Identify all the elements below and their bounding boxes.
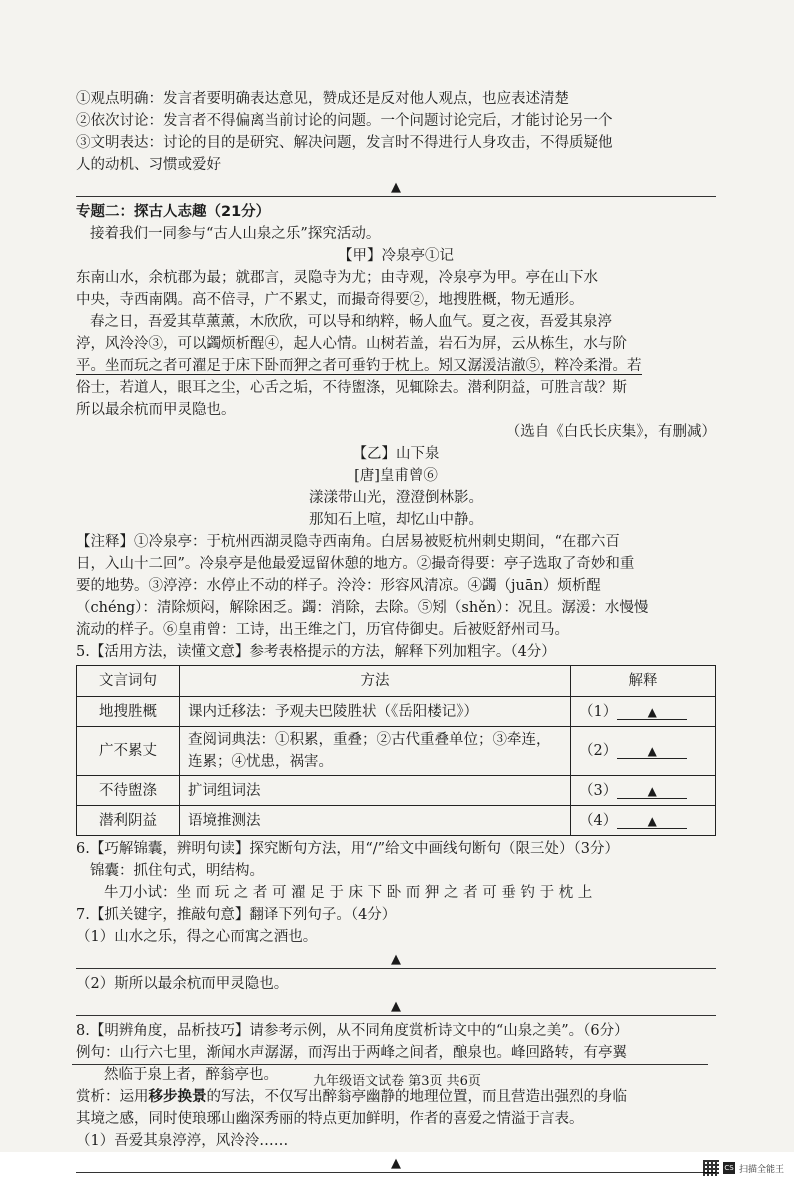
table-header-row	[77, 666, 716, 697]
watermark-text: 扫描全能王	[738, 1164, 784, 1175]
jia-title: 【甲】冷泉亭①记	[338, 248, 454, 264]
rule-3: ③文明表达：讨论的目的是研究、解决问题，发言时不得进行人身攻击，不得质疑他	[76, 135, 613, 151]
q8-analysis: 赏析：运用移步换景的写法，不仅写出醉翁亭幽静的地理位置，而且营造出强烈的身临	[76, 1088, 627, 1105]
poem-line: 那知石上喧，却忆山中静。	[309, 512, 483, 528]
jia-line: 俗士，若道人，眼耳之尘，心舌之垢，不待盥涤，见辄除去。潜利阴益，可胜言哉？斯	[76, 380, 627, 396]
emphasis-text: 移步换景	[148, 1088, 207, 1105]
answer-line-rules[interactable]	[76, 176, 716, 197]
note-line: 流动的样子。⑥皇甫曾：工诗，出王维之门，历官侍御史。后被贬舒州司马。	[76, 622, 569, 638]
note-line: （chéng）：清除烦闷，解除困乏。蠲：消除，去除。⑤矧（shěn）：况且。潺湲：水慢慢	[76, 600, 649, 616]
table-row	[77, 806, 716, 836]
row-method: 课内迁移法：予观夫巴陵胜状（《岳阳楼记》）	[180, 697, 571, 727]
q7-stem: 7.【抓关键字，推敲句意】翻译下列句子。（4分）	[76, 907, 397, 923]
yi-author: [唐]皇甫曾⑥	[354, 468, 438, 484]
q6-stem: 6.【巧解锦囊，辨明句读】探究断句方法，用“/”给文中画线句断句（限三处）（3分）	[76, 841, 620, 857]
row-method: 扩词组词法	[180, 776, 571, 806]
answer-cell[interactable]: （2） ▲	[571, 727, 716, 776]
triangle-icon: ▲	[617, 744, 687, 759]
header-answer: 解释	[571, 666, 716, 697]
yi-title: 【乙】山下泉	[352, 446, 440, 462]
header-word: 文言词句	[77, 666, 180, 697]
answer-cell[interactable]: （4） ▲	[571, 806, 716, 836]
q6-trial: 牛刀小试：坐 而 玩 之 者 可 濯 足 于 床 下 卧 而 狎 之 者 可 垂 钓 于 枕 上	[104, 885, 593, 901]
poem-line: 漾漾带山光，澄澄倒林影。	[309, 490, 483, 506]
note-line: 【注释】①冷泉亭：于杭州西湖灵隐寺西南角。白居易被贬杭州刺史期间，“在郡六百	[76, 534, 620, 550]
triangle-icon: ▲	[617, 705, 687, 720]
rule-2: ②依次讨论：发言者不得偏离当前讨论的问题。一个问题讨论完后，才能讨论另一个	[76, 113, 613, 129]
scanner-logo-icon: CS	[724, 1164, 734, 1172]
answer-line-q8[interactable]	[76, 1152, 716, 1173]
q8-item-1: （1）吾爱其泉渟渟，风泠泠……	[76, 1133, 289, 1149]
note-line: 要的地势。③渟渟：水停止不动的样子。泠泠：形容风清凉。④蠲（juān）烦析酲	[76, 578, 601, 594]
section-intro: 接着我们一同参与“古人山泉之乐”探究活动。	[90, 226, 381, 242]
rule-4: 人的动机、习惯或爱好	[76, 157, 221, 173]
triangle-icon: ▲	[391, 952, 401, 967]
jia-line: 春之日，吾爱其草薰薰，木欣欣，可以导和纳粹，畅人血气。夏之夜，吾爱其泉渟	[90, 314, 612, 330]
page-footer: 九年级语文试卷 第3页 共6页	[313, 1074, 481, 1089]
table-row	[77, 727, 716, 776]
answer-line-q7-2[interactable]	[76, 995, 716, 1016]
q8-stem: 8.【明辨角度，品析技巧】请参考示例，从不同角度赏析诗文中的“山泉之美”。（6分）	[76, 1023, 629, 1039]
jia-line-underlined: 平。坐而玩之者可濯足于床下卧而狎之者可垂钓于枕上。矧又潺湲洁澈⑤，粹冷柔滑。若	[76, 358, 642, 374]
triangle-icon: ▲	[391, 180, 401, 195]
q8-analysis: 其境之感，同时使琅琊山幽深秀丽的特点更加鲜明，作者的喜爱之情溢于言表。	[76, 1111, 584, 1127]
section-heading: 专题二：探古人志趣（21分）	[76, 204, 271, 220]
q8-example: 然临于泉上者，醉翁亭也。	[104, 1067, 278, 1083]
q7-sentence-1: （1）山水之乐，得之心而寓之酒也。	[76, 929, 318, 945]
jia-line: 东南山水，余杭郡为最；就郡言，灵隐寺为尤；由寺观，冷泉亭为甲。亭在山下水	[76, 270, 598, 286]
footer-divider	[72, 1064, 708, 1065]
triangle-icon: ▲	[391, 999, 401, 1014]
triangle-icon: ▲	[391, 1156, 401, 1171]
table-row	[77, 776, 716, 806]
q7-sentence-2: （2）斯所以最余杭而甲灵隐也。	[76, 976, 289, 992]
triangle-icon: ▲	[617, 784, 687, 799]
row-word: 广不累丈	[77, 727, 180, 776]
q6-tip: 锦囊：抓住句式，明结构。	[90, 863, 264, 879]
q8-example: 例句：山行六七里，渐闻水声潺潺，而泻出于两峰之间者，酿泉也。峰回路转，有亭翼	[76, 1045, 627, 1061]
q5-stem: 5.【活用方法，读懂文意】参考表格提示的方法，解释下列加粗字。（4分）	[76, 644, 556, 660]
answer-cell[interactable]: （1） ▲	[571, 697, 716, 727]
triangle-icon: ▲	[617, 814, 687, 829]
jia-line: 渟，风泠泠③，可以蠲烦析酲④，起人心情。山树若盖，岩石为屏，云从栋生，水与阶	[76, 336, 627, 352]
row-word: 潜利阴益	[77, 806, 180, 836]
jia-source: （选自《白氏长庆集》，有删减）	[505, 424, 716, 440]
page-content	[76, 88, 716, 1177]
row-word: 不待盥涤	[77, 776, 180, 806]
answer-line-q7-1[interactable]	[76, 948, 716, 969]
table-row	[77, 697, 716, 727]
row-method: 查阅词典法：①积累，重叠；②古代重叠单位；③牵连，连累；④忧患，祸害。	[180, 727, 571, 776]
row-word: 地搜胜概	[77, 697, 180, 727]
note-line: 日，入山十二回”。冷泉亭是他最爱逗留休憩的地方。②撮奇得要：亭子选取了奇妙和重	[76, 556, 635, 572]
jia-line: 中央，寺西南隅。高不倍寻，广不累丈，而撮奇得要②，地搜胜概，物无遁形。	[76, 292, 584, 308]
jia-line: 所以最余杭而甲灵隐也。	[76, 402, 236, 418]
method-table	[76, 665, 716, 836]
answer-cell[interactable]: （3） ▲	[571, 776, 716, 806]
rule-1: ①观点明确：发言者要明确表达意见，赞成还是反对他人观点，也应表述清楚	[76, 91, 569, 107]
row-method: 语境推测法	[180, 806, 571, 836]
header-method: 方法	[180, 666, 571, 697]
watermark	[703, 1160, 784, 1176]
qr-code-icon	[703, 1160, 719, 1176]
